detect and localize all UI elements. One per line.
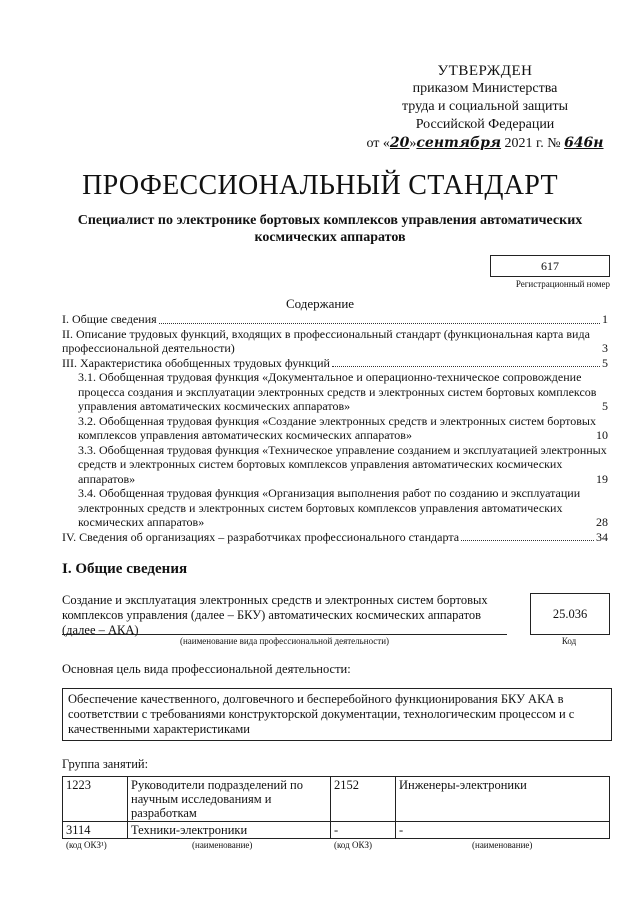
column-caption: (код ОКЗ) <box>334 840 372 850</box>
column-caption: (наименование) <box>192 840 253 850</box>
table-cell: Техники-электроники <box>128 822 331 839</box>
toc-item[interactable]: IV. Сведения об организациях – разработчиках профессионального стандарта 34 <box>62 529 608 544</box>
column-caption: (код ОКЗ¹) <box>66 840 107 850</box>
toc-item[interactable]: 3.1. Обобщенная трудовая функция «Документальное и операционно-техническое сопровождение процесса создания и эксплуатации электронных средств и электронных систем бортовых комплексов управления автоматических космических аппаратов» 5 <box>78 370 608 413</box>
approval-date: от «20»сентября 2021 г. № 646н <box>366 135 604 151</box>
toc-item[interactable]: II. Описание трудовых функций, входящих в профессиональный стандарт (функциональная карта вида профессиональной деятельности) 3 <box>62 326 608 355</box>
registration-caption: Регистрационный номер <box>515 279 610 289</box>
approval-line: труда и социальной защиты <box>402 99 568 114</box>
activity-code-caption: Код <box>561 636 577 646</box>
underline-divider <box>62 634 507 635</box>
contents-heading: Содержание <box>285 296 355 311</box>
registration-number-box: 617 <box>490 255 610 277</box>
table-cell: 2152 <box>331 777 396 822</box>
approval-line: Российской Федерации <box>415 117 555 132</box>
activity-kind-caption: (наименование вида профессиональной деятельности) <box>179 636 390 646</box>
column-caption: (наименование) <box>472 840 533 850</box>
occupation-group-label: Группа занятий: <box>62 757 149 771</box>
table-cell: Руководители подразделений по научным исследованиям и разработкам <box>128 777 331 822</box>
toc-item[interactable]: I. Общие сведения 1 <box>62 312 608 326</box>
table-cell: - <box>331 822 396 839</box>
section-heading: I. Общие сведения <box>62 561 188 577</box>
page-title: ПРОФЕССИОНАЛЬНЫЙ СТАНДАРТ <box>82 170 558 201</box>
occupation-group-table <box>62 776 610 839</box>
table-cell: Инженеры-электроники <box>396 777 610 822</box>
approval-heading: УТВЕРЖДЕН <box>437 63 533 79</box>
table-row <box>63 822 610 839</box>
table-of-contents <box>62 312 608 544</box>
table-cell: 1223 <box>63 777 128 822</box>
toc-item[interactable]: 3.3. Обобщенная трудовая функция «Техническое управление созданием и эксплуатацией электронных средств и электронных систем бортовых комплексов управления автоматических космических аппаратов» 19 <box>78 442 608 486</box>
toc-item[interactable]: 3.4. Обобщенная трудовая функция «Организация выполнения работ по созданию и эксплуатации электронных средств и электронных систем бортовых комплексов управления автоматических космических аппаратов» 28 <box>78 486 608 529</box>
goal-label: Основная цель вида профессиональной деятельности: <box>62 662 351 676</box>
handwritten-month: сентября <box>416 135 502 151</box>
page-subtitle: Специалист по электронике бортовых комплексов управления автоматических космических аппаратов <box>77 213 583 245</box>
activity-code-box: 25.036 <box>530 593 610 635</box>
table-cell: - <box>396 822 610 839</box>
table-cell: 3114 <box>63 822 128 839</box>
goal-box: Обеспечение качественного, долговечного и бесперебойного функционирования БКУ АКА в соответствии с требованиями конструкторской документации, технологическим процессом и с качественными характеристиками <box>62 688 612 741</box>
handwritten-order-number: 646н <box>564 135 604 151</box>
toc-item[interactable]: 3.2. Обобщенная трудовая функция «Создание электронных средств и электронных систем бортовых комплексов управления автоматических космических аппаратов» 10 <box>78 413 608 442</box>
toc-item[interactable]: III. Характеристика обобщенных трудовых функций 5 <box>62 355 608 370</box>
table-row <box>63 777 610 822</box>
approval-block <box>360 62 610 153</box>
handwritten-day: 20 <box>389 135 410 151</box>
activity-kind: Создание и эксплуатация электронных средств и электронных систем бортовых комплексов управления (далее – БКУ) автоматических космических аппаратов (далее – АКА) <box>62 593 488 637</box>
approval-line: приказом Министерства <box>412 81 558 96</box>
